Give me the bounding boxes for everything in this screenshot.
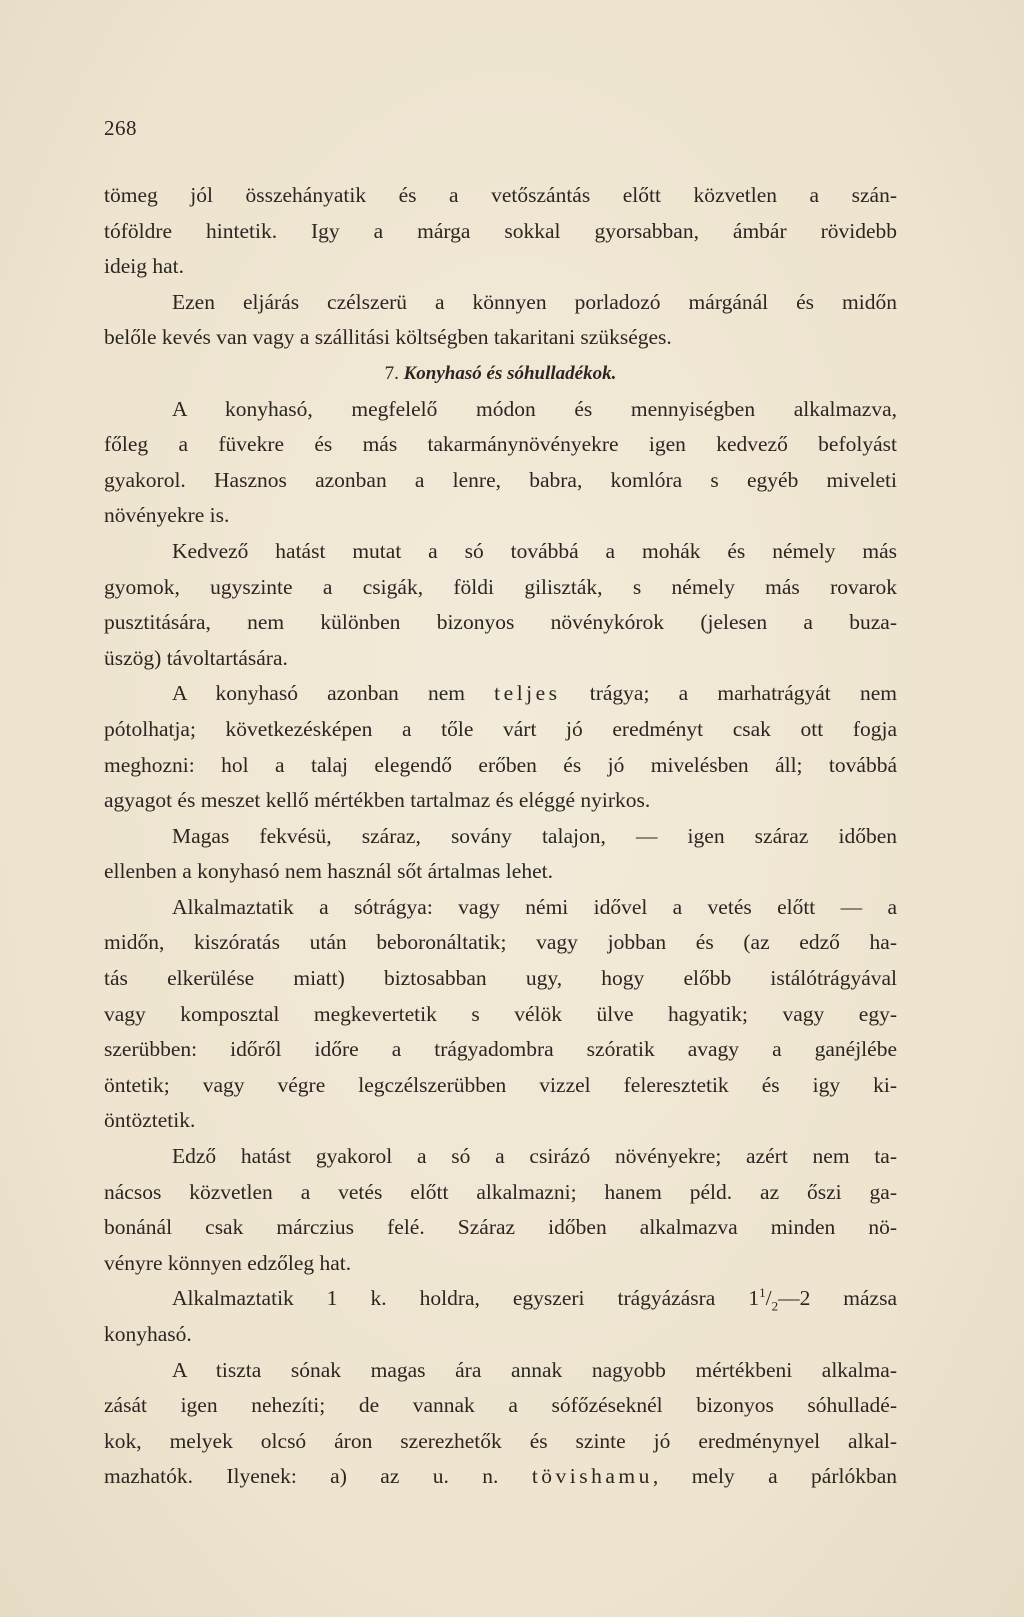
text-line: Magas fekvésü, száraz, sovány talajon, — igen száraz időben (172, 823, 897, 848)
text-line: vagy komposztal megkevertetik s vélök ülve hagyatik; vagy egy- (104, 1001, 897, 1026)
text-segment: A konyhasó azonban nem (172, 681, 495, 706)
text-line: üszög) távoltartására. (104, 645, 288, 670)
fraction-slash: / (765, 1286, 772, 1311)
text-segment: Alkalmaztatik 1 k. holdra, egyszeri trágyázásra 1 (172, 1286, 760, 1311)
text-line: bonánál csak márczius felé. Száraz időben alkalmazva minden nö- (104, 1215, 897, 1240)
text-segment: mazhatók. Ilyenek: a) az u. n. (104, 1464, 532, 1489)
text-segment: trágya; a marhatrágyát nem (560, 681, 897, 706)
text-line-spaced (104, 1459, 897, 1495)
text-line: Kedvező hatást mutat a só továbbá a mohák és némely más (172, 538, 897, 563)
text-line: A tiszta sónak magas ára annak nagyobb mértékbeni alkalma- (172, 1357, 897, 1382)
section-number: 7. (384, 362, 399, 384)
text-line: konyhasó. (104, 1322, 192, 1346)
spaced-emphasis: teljes (494, 681, 561, 706)
text-line: gyakorol. Hasznos azonban a lenre, babra, komlóra s egyéb miveleti (104, 467, 897, 492)
text-line: gyomok, ugyszinte a csigák, földi giliszták, s némely más rovarok (104, 574, 897, 599)
text-line: tömeg jól összehányatik és a vetőszántás előtt közvetlen a szán- (104, 183, 897, 207)
text-line: nácsos közvetlen a vetés előtt alkalmazni; hanem péld. az őszi ga- (104, 1179, 897, 1204)
text-line: növényekre is. (104, 503, 230, 528)
text-line: pusztitására, nem különben bizonyos növénykórok (jelesen a buza- (104, 610, 897, 635)
text-line: meghozni: hol a talaj elegendő erőben és jó mivelésben áll; továbbá (104, 752, 897, 777)
text-line: öntöztetik. (104, 1108, 196, 1133)
text-line: kok, melyek olcsó áron szerezhetők és szinte jó eredménynyel alkal- (104, 1428, 897, 1453)
text-line: belőle kevés van vagy a szállitási költségben takaritani szükséges. (104, 325, 672, 350)
text-line: ideig hat. (104, 254, 185, 279)
text-line: zását igen nehezíti; de vannak a sófőzéseknél bizonyos sóhulladé- (104, 1393, 897, 1418)
text-line: pótolhatja; következésképen a tőle várt jó eredményt csak ott fogja (104, 716, 897, 741)
spaced-emphasis: tövishamu (531, 1464, 653, 1489)
text-line: öntetik; vagy végre legczélszerübben vizzel feleresztetik és igy ki- (104, 1072, 897, 1097)
text-line: tóföldre hintetik. Igy a márga sokkal gyorsabban, ámbár rövidebb (104, 218, 897, 243)
text-line: ellenben a konyhasó nem használ sőt ártalmas lehet. (104, 859, 553, 884)
section-heading (104, 356, 897, 392)
text-line: szerübben: időről időre a trágyadombra szóratik avagy a ganéjlébe (104, 1037, 897, 1062)
text-line: Ezen eljárás czélszerü a könnyen porladozó márgánál és midőn (172, 289, 897, 314)
page-number: 268 (104, 116, 137, 140)
text-line-spaced (104, 676, 897, 712)
text-line-fraction (104, 1281, 897, 1317)
fraction-numerator: 1 (759, 1285, 766, 1301)
text-line: főleg a füvekre és más takarmánynövényekre igen kedvező befolyást (104, 432, 897, 457)
text-line: vényre könnyen edzőleg hat. (104, 1250, 352, 1275)
section-title: Konyhasó és sóhulladékok. (403, 362, 617, 384)
text-line: Edző hatást gyakorol a só a csirázó növényekre; azért nem ta- (172, 1144, 897, 1169)
fraction-denominator: 2 (771, 1298, 779, 1314)
text-line: midőn, kiszóratás után beboronáltatik; vagy jobban és (az edző ha- (104, 930, 897, 955)
text-line: tás elkerülése miatt) biztosabban ugy, hogy előbb istálótrágyával (104, 966, 897, 991)
text-line: agyagot és meszet kellő mértékben tartalmaz és eléggé nyirkos. (104, 788, 651, 813)
body-text (104, 178, 897, 1495)
text-segment: —2 mázsa (778, 1286, 898, 1311)
text-segment: , mely a párlókban (652, 1464, 897, 1489)
text-line: A konyhasó, megfelelő módon és mennyiségben alkalmazva, (172, 396, 897, 421)
text-line: Alkalmaztatik a sótrágya: vagy némi idővel a vetés előtt — a (172, 894, 897, 919)
